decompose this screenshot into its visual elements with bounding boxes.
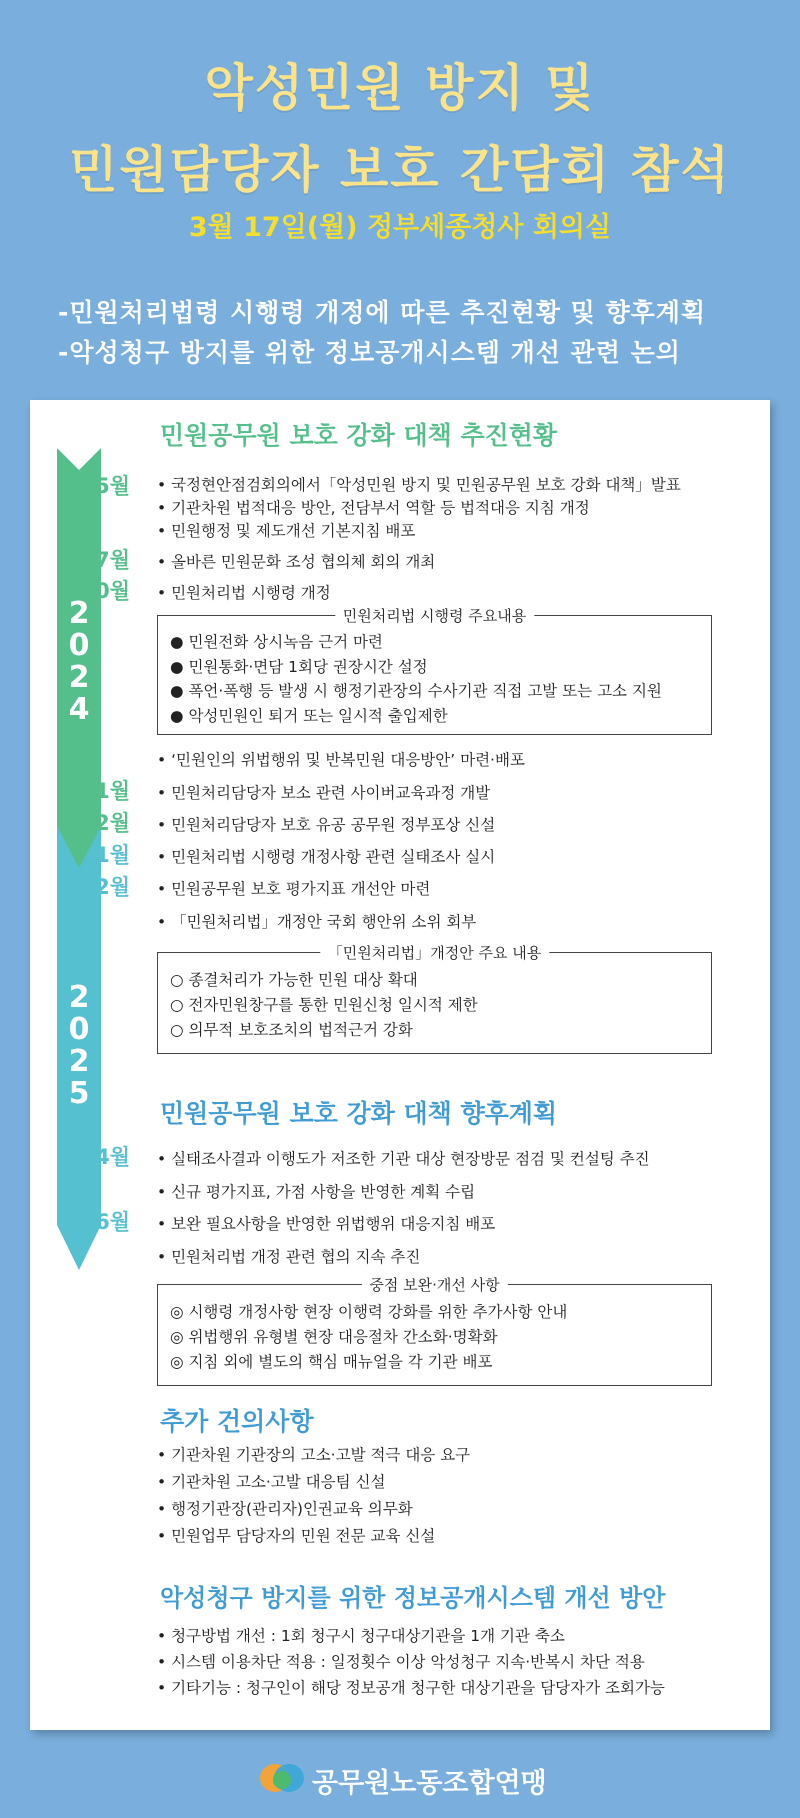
year-2025-digit: 2 bbox=[68, 1044, 90, 1079]
info-box-line: ● 민원전화 상시녹음 근거 마련 bbox=[170, 633, 383, 651]
info-box-line: ● 민원통화·면담 1회당 권장시간 설정 bbox=[170, 658, 428, 676]
info-box-line: ● 폭언·폭행 등 발생 시 행정기관장의 수사기관 직접 고발 또는 고소 지원 bbox=[170, 682, 662, 700]
section-title-status: 민원공무원 보호 강화 대책 추진현황 bbox=[160, 421, 558, 450]
year-2025-digit: 2 bbox=[68, 980, 90, 1015]
section-title-suggestions: 추가 건의사항 bbox=[160, 1407, 314, 1436]
suggestion-item: • 기관차원 기관장의 고소·고발 적극 대응 요구 bbox=[157, 1443, 470, 1465]
timeline-item: • 민원처리법 시행령 개정사항 관련 실태조사 실시 bbox=[157, 845, 495, 867]
info-box-amendment bbox=[157, 944, 712, 1054]
year-2024-digit: 4 bbox=[68, 692, 90, 727]
timeline-item: • 민원행정 및 제도개선 기본지침 배포 bbox=[157, 519, 415, 541]
info-box-title: 중점 보완·개선 사항 bbox=[361, 1274, 507, 1295]
year-2024-digit: 0 bbox=[68, 628, 90, 663]
section-title-plan: 민원공무원 보호 강화 대책 향후계획 bbox=[160, 1099, 558, 1128]
info-box-line: ○ 의무적 보호조치의 법적근거 강화 bbox=[170, 1021, 413, 1039]
info-box-line: ◎ 지침 외에 별도의 핵심 매뉴얼을 각 기관 배포 bbox=[170, 1353, 493, 1371]
timeline-item: • 민원처리담당자 보호 유공 공무원 정부포상 신설 bbox=[157, 813, 495, 835]
suggestion-item: • 기관차원 고소·고발 대응팀 신설 bbox=[157, 1470, 385, 1492]
month-label: 2월 bbox=[95, 875, 130, 899]
timeline-item: • 실태조사결과 이행도가 저조한 기관 대상 현장방문 점검 및 컨설팅 추진 bbox=[157, 1147, 650, 1169]
timeline-item: • ‘민원인의 위법행위 및 반복민원 대응방안’ 마련·배포 bbox=[157, 748, 525, 770]
month-label: 10월 bbox=[80, 579, 130, 603]
year-2025-digit: 5 bbox=[68, 1076, 90, 1111]
system-item: • 청구방법 개선 : 1회 청구시 청구대상기관을 1개 기관 축소 bbox=[157, 1624, 565, 1646]
info-box-enforcement-decree bbox=[157, 607, 712, 735]
timeline-item: • 민원처리법 개정 관련 협의 지속 추진 bbox=[157, 1245, 420, 1267]
page-title-line2: 민원담당자 보호 간담회 참석 bbox=[69, 141, 731, 199]
union-logo-icon bbox=[258, 1760, 306, 1796]
month-label: 6월 bbox=[95, 1210, 130, 1234]
info-box-line: ○ 전자민원창구를 통한 민원신청 일시적 제한 bbox=[170, 996, 478, 1014]
agenda-item-2: -악성청구 방지를 위한 정보공개시스템 개선 관련 논의 bbox=[58, 338, 681, 367]
timeline-item: • 올바른 민원문화 조성 협의체 회의 개최 bbox=[157, 550, 435, 572]
month-label: 11월 bbox=[80, 779, 130, 803]
system-item: • 기타기능 : 청구인이 해당 정보공개 청구한 대상기관을 담당자가 조회가능 bbox=[157, 1676, 665, 1698]
timeline-item: • 기관차원 법적대응 방안, 전담부서 역할 등 법적대응 지침 개정 bbox=[157, 496, 590, 518]
timeline-item: • 민원처리법 시행령 개정 bbox=[157, 581, 331, 603]
info-box-title: 「민원처리법」개정안 주요 내용 bbox=[320, 942, 549, 963]
suggestion-item: • 행정기관장(관리자)인권교육 의무화 bbox=[157, 1497, 413, 1519]
year-2024-digit: 2 bbox=[68, 596, 90, 631]
page-title-line1: 악성민원 방지 및 bbox=[204, 59, 596, 117]
suggestion-item: • 민원업무 담당자의 민원 전문 교육 신설 bbox=[157, 1524, 435, 1546]
agenda-item-1: -민원처리법령 시행령 개정에 따른 추진현황 및 향후계획 bbox=[58, 298, 707, 327]
info-box-line: ● 악성민원인 퇴거 또는 일시적 출입제한 bbox=[170, 707, 448, 725]
timeline-item: • 보완 필요사항을 반영한 위법행위 대응지침 배포 bbox=[157, 1212, 495, 1234]
timeline-item: • 「민원처리법」개정안 국회 행안위 소위 회부 bbox=[157, 910, 476, 932]
month-label: 7월 bbox=[95, 548, 130, 572]
org-name: 공무원노동조합연맹 bbox=[312, 1768, 547, 1799]
timeline-item: • 국정현안점검회의에서「악성민원 방지 및 민원공무원 보호 강화 대책」발표 bbox=[157, 473, 681, 495]
section-title-system: 악성청구 방지를 위한 정보공개시스템 개선 방안 bbox=[160, 1584, 666, 1612]
timeline-item: • 민원처리담당자 보소 관련 사이버교육과정 개발 bbox=[157, 781, 490, 803]
timeline-item: • 신규 평가지표, 가점 사항을 반영한 계획 수립 bbox=[157, 1180, 475, 1202]
month-label: 1월 bbox=[95, 843, 130, 867]
info-box-line: ◎ 시행령 개정사항 현장 이행력 강화를 위한 추가사항 안내 bbox=[170, 1303, 568, 1321]
content-card bbox=[30, 400, 770, 1730]
info-box-title: 민원처리법 시행령 주요내용 bbox=[335, 605, 534, 626]
timeline-item: • 민원공무원 보호 평가지표 개선안 마련 bbox=[157, 877, 430, 899]
info-box-line: ○ 종결처리가 가능한 민원 대상 확대 bbox=[170, 971, 418, 989]
info-box-line: ◎ 위법행위 유형별 현장 대응절차 간소화·명확화 bbox=[170, 1328, 498, 1346]
year-2025-digit: 0 bbox=[68, 1012, 90, 1047]
month-label: 4월 bbox=[95, 1145, 130, 1169]
info-box-improvements bbox=[157, 1276, 712, 1386]
month-label: 12월 bbox=[80, 811, 130, 835]
page-subtitle: 3월 17일(월) 정부세종청사 회의실 bbox=[188, 212, 612, 243]
year-2024-digit: 2 bbox=[68, 660, 90, 695]
system-item: • 시스템 이용차단 적용 : 일정횟수 이상 악성청구 지속·반복시 차단 적용 bbox=[157, 1650, 645, 1672]
month-label: 5월 bbox=[95, 474, 130, 498]
